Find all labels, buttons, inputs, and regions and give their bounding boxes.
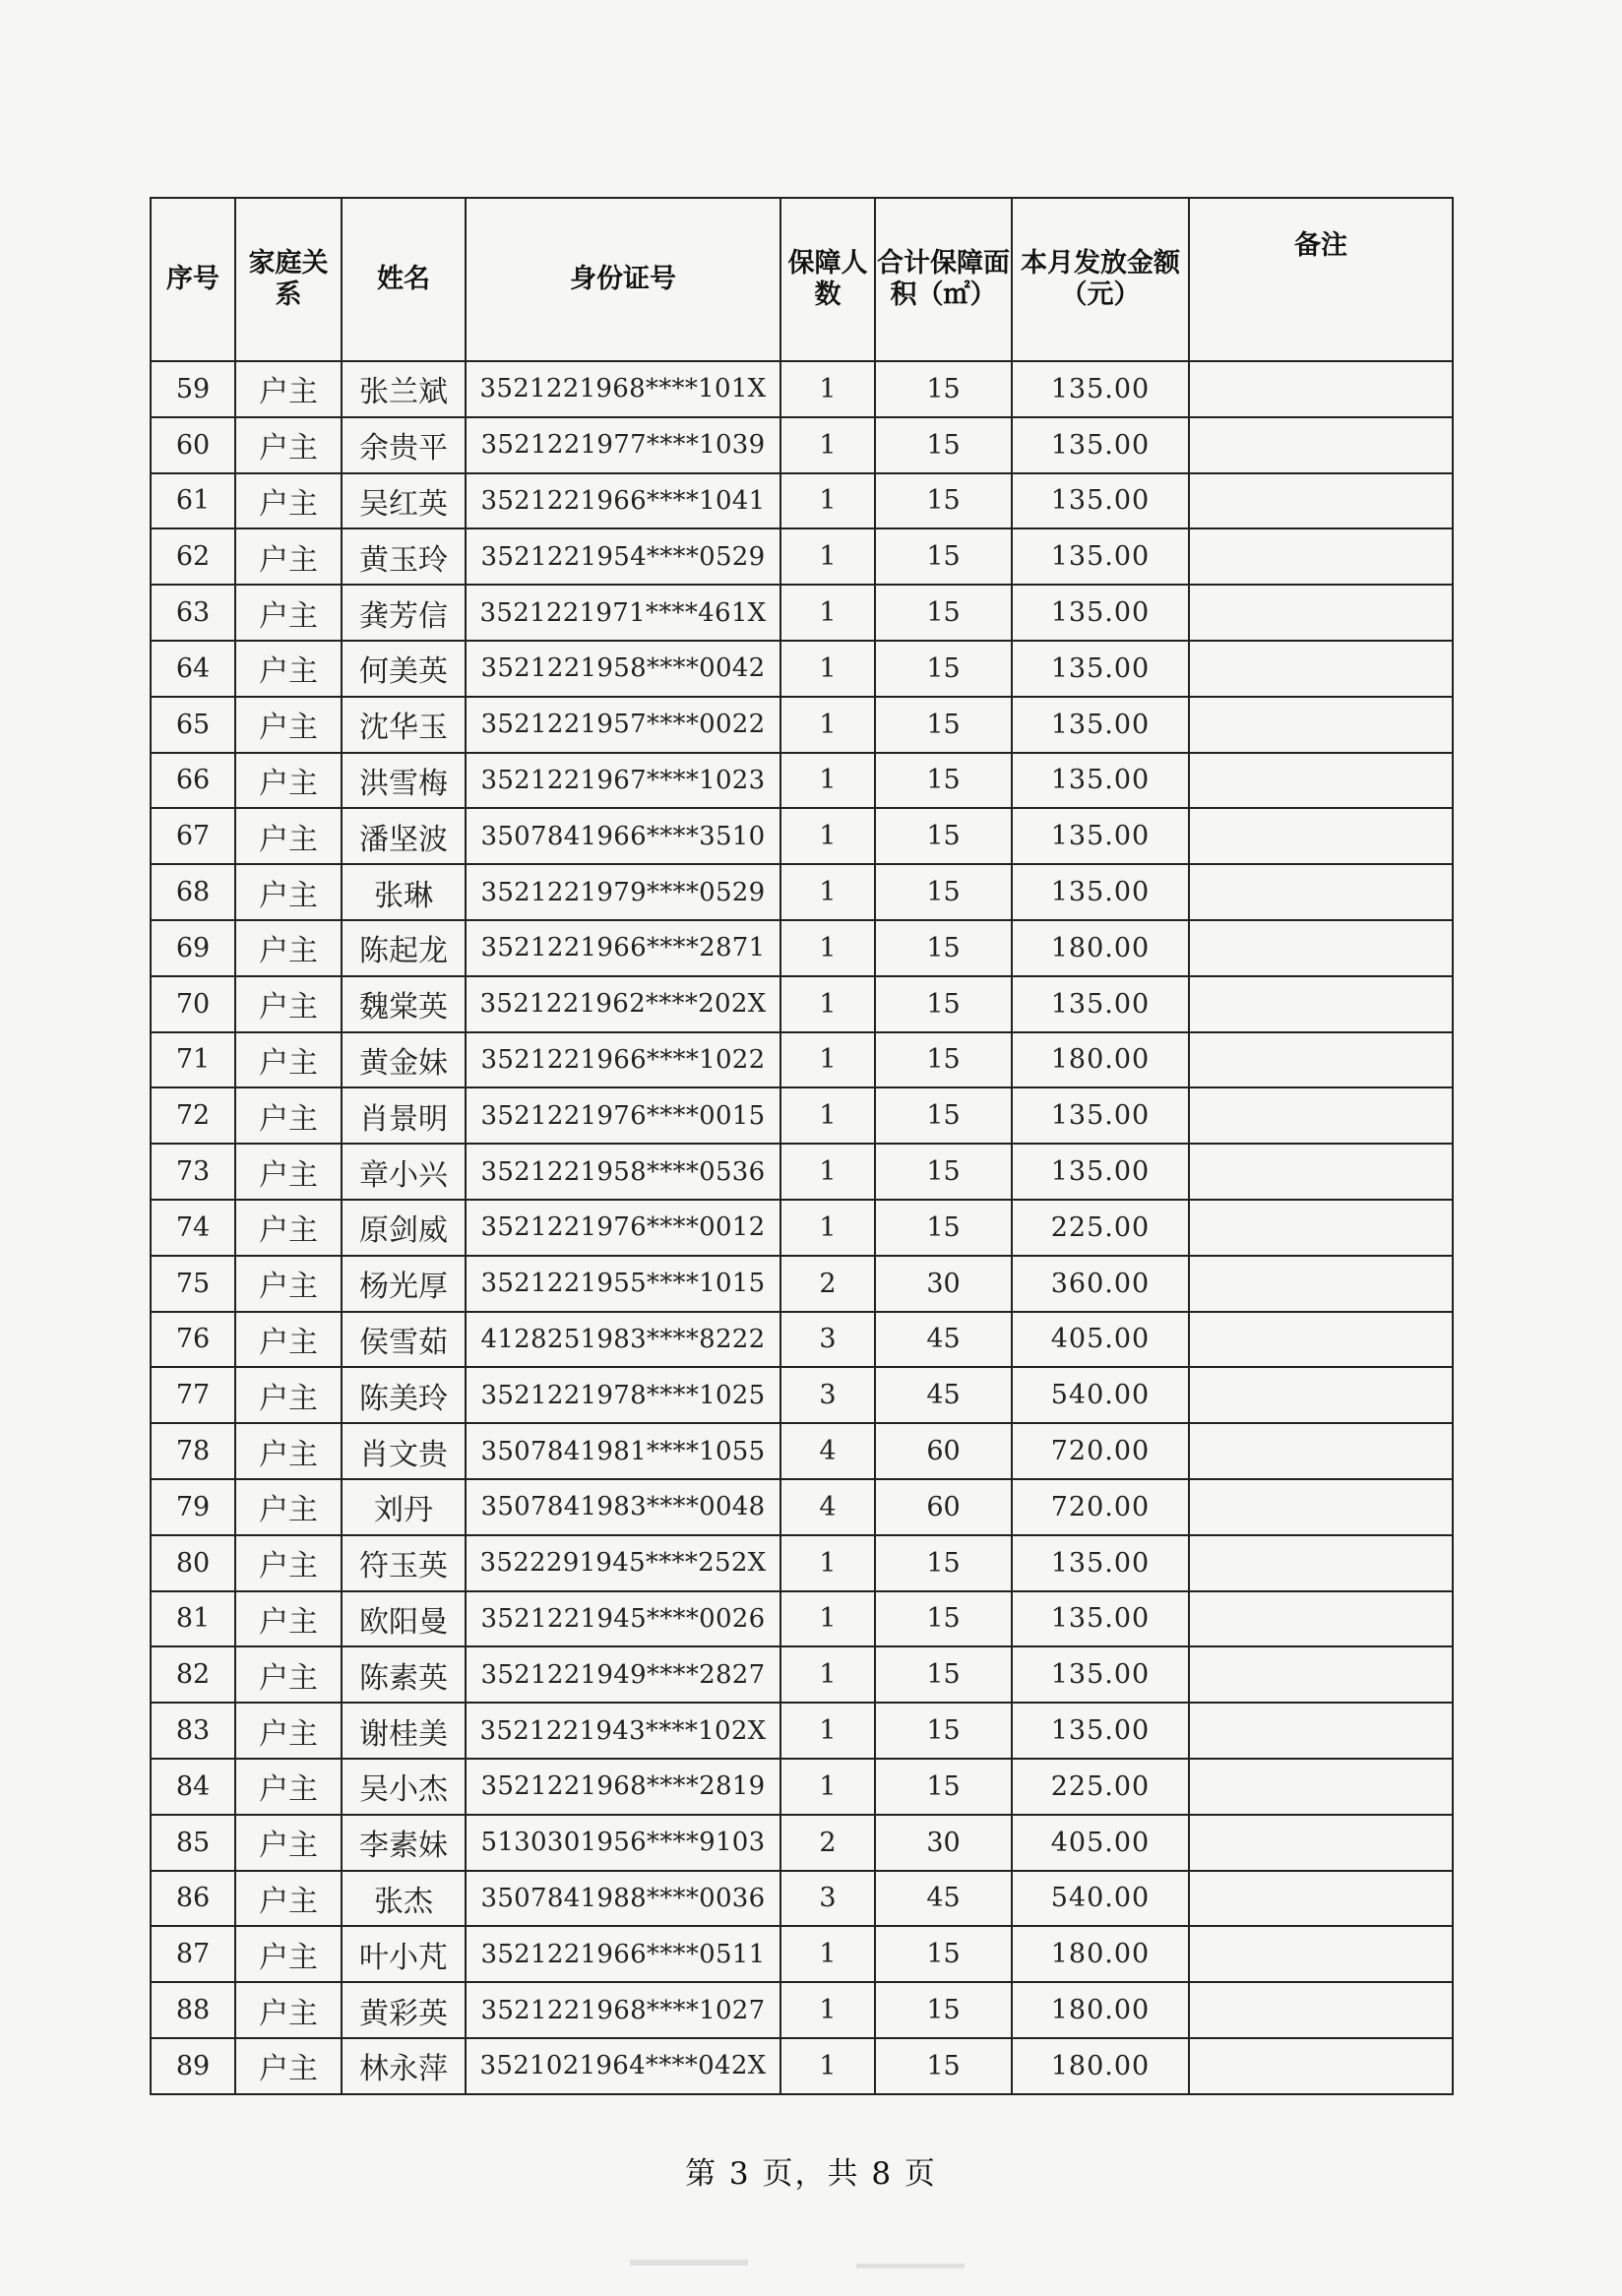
- table-body: [151, 361, 1453, 2094]
- cell-name: 潘坚波: [342, 808, 466, 864]
- header-persons: 保障人数: [780, 198, 875, 361]
- cell-seq: 82: [151, 1646, 235, 1703]
- table-row: [151, 1591, 1453, 1647]
- cell-seq: 76: [151, 1312, 235, 1368]
- cell-relation: 户主: [235, 976, 342, 1032]
- cell-area: 15: [875, 1087, 1012, 1144]
- cell-name: 陈起龙: [342, 920, 466, 976]
- cell-persons: 1: [780, 1087, 875, 1144]
- cell-id-number: 3521221966****2871: [466, 920, 780, 976]
- cell-id-number: 3521221976****0012: [466, 1200, 780, 1256]
- cell-remark: [1189, 1591, 1453, 1647]
- cell-area: 15: [875, 1144, 1012, 1200]
- cell-remark: [1189, 1087, 1453, 1144]
- cell-relation: 户主: [235, 697, 342, 753]
- table-header-row: [151, 198, 1453, 361]
- cell-id-number: 3521221955****1015: [466, 1256, 780, 1312]
- table-row: [151, 1815, 1453, 1871]
- header-seq: 序号: [151, 198, 235, 361]
- cell-seq: 65: [151, 697, 235, 753]
- cell-remark: [1189, 417, 1453, 473]
- table-row: [151, 1032, 1453, 1088]
- cell-name: 肖文贵: [342, 1423, 466, 1479]
- cell-relation: 户主: [235, 753, 342, 809]
- cell-name: 张兰斌: [342, 361, 466, 417]
- cell-relation: 户主: [235, 473, 342, 529]
- scan-artifact-top: [630, 2260, 748, 2265]
- cell-remark: [1189, 1367, 1453, 1423]
- cell-name: 吴小杰: [342, 1759, 466, 1815]
- subsidy-roster-table: [150, 197, 1454, 2095]
- cell-relation: 户主: [235, 1703, 342, 1759]
- cell-relation: 户主: [235, 864, 342, 920]
- cell-name: 洪雪梅: [342, 753, 466, 809]
- cell-relation: 户主: [235, 1646, 342, 1703]
- table-row: [151, 976, 1453, 1032]
- cell-name: 符玉英: [342, 1535, 466, 1591]
- cell-remark: [1189, 697, 1453, 753]
- cell-amount: 135.00: [1012, 1535, 1189, 1591]
- cell-area: 15: [875, 1926, 1012, 1982]
- page-number-text: 第 3 页，共 8 页: [685, 2156, 937, 2192]
- cell-area: 15: [875, 473, 1012, 529]
- cell-persons: 1: [780, 1144, 875, 1200]
- cell-area: 15: [875, 1646, 1012, 1703]
- cell-persons: 1: [780, 920, 875, 976]
- cell-amount: 135.00: [1012, 753, 1189, 809]
- table-row: [151, 1423, 1453, 1479]
- cell-seq: 72: [151, 1087, 235, 1144]
- cell-remark: [1189, 1926, 1453, 1982]
- cell-area: 15: [875, 697, 1012, 753]
- cell-remark: [1189, 1871, 1453, 1927]
- cell-amount: 720.00: [1012, 1423, 1189, 1479]
- cell-name: 何美英: [342, 641, 466, 697]
- cell-persons: 1: [780, 864, 875, 920]
- cell-relation: 户主: [235, 1312, 342, 1368]
- cell-amount: 180.00: [1012, 1982, 1189, 2038]
- cell-amount: 180.00: [1012, 2038, 1189, 2094]
- cell-id-number: 3521221957****0022: [466, 697, 780, 753]
- cell-remark: [1189, 1200, 1453, 1256]
- cell-amount: 225.00: [1012, 1200, 1189, 1256]
- cell-relation: 户主: [235, 1479, 342, 1535]
- cell-persons: 3: [780, 1871, 875, 1927]
- cell-name: 张琳: [342, 864, 466, 920]
- cell-area: 15: [875, 1591, 1012, 1647]
- cell-id-number: 3521221967****1023: [466, 753, 780, 809]
- cell-area: 15: [875, 1535, 1012, 1591]
- cell-id-number: 3521221943****102X: [466, 1703, 780, 1759]
- header-relation: 家庭关系: [235, 198, 342, 361]
- cell-seq: 84: [151, 1759, 235, 1815]
- cell-remark: [1189, 585, 1453, 641]
- cell-seq: 79: [151, 1479, 235, 1535]
- cell-persons: 1: [780, 1646, 875, 1703]
- cell-amount: 180.00: [1012, 1926, 1189, 1982]
- table-row: [151, 1759, 1453, 1815]
- table-row: [151, 1479, 1453, 1535]
- cell-relation: 户主: [235, 1982, 342, 2038]
- cell-area: 15: [875, 753, 1012, 809]
- table-row: [151, 753, 1453, 809]
- cell-name: 黄玉玲: [342, 528, 466, 585]
- cell-relation: 户主: [235, 920, 342, 976]
- cell-name: 余贵平: [342, 417, 466, 473]
- cell-id-number: 3521221968****101X: [466, 361, 780, 417]
- cell-id-number: 3507841966****3510: [466, 808, 780, 864]
- cell-amount: 135.00: [1012, 528, 1189, 585]
- cell-persons: 1: [780, 361, 875, 417]
- cell-seq: 74: [151, 1200, 235, 1256]
- cell-relation: 户主: [235, 528, 342, 585]
- cell-name: 章小兴: [342, 1144, 466, 1200]
- cell-amount: 405.00: [1012, 1312, 1189, 1368]
- table-row: [151, 641, 1453, 697]
- cell-id-number: 3507841988****0036: [466, 1871, 780, 1927]
- cell-remark: [1189, 753, 1453, 809]
- cell-persons: 2: [780, 1815, 875, 1871]
- cell-seq: 73: [151, 1144, 235, 1200]
- cell-relation: 户主: [235, 585, 342, 641]
- cell-persons: 1: [780, 1926, 875, 1982]
- cell-name: 魏棠英: [342, 976, 466, 1032]
- cell-remark: [1189, 641, 1453, 697]
- cell-remark: [1189, 2038, 1453, 2094]
- cell-remark: [1189, 473, 1453, 529]
- cell-id-number: 3521221958****0536: [466, 1144, 780, 1200]
- cell-name: 李素妹: [342, 1815, 466, 1871]
- cell-name: 刘丹: [342, 1479, 466, 1535]
- cell-area: 15: [875, 864, 1012, 920]
- cell-id-number: 3521221966****1022: [466, 1032, 780, 1088]
- cell-id-number: 3521221978****1025: [466, 1367, 780, 1423]
- cell-area: 60: [875, 1479, 1012, 1535]
- cell-remark: [1189, 976, 1453, 1032]
- cell-name: 陈美玲: [342, 1367, 466, 1423]
- cell-persons: 1: [780, 1703, 875, 1759]
- table-row: [151, 417, 1453, 473]
- table-row: [151, 1087, 1453, 1144]
- cell-relation: 户主: [235, 1144, 342, 1200]
- cell-area: 45: [875, 1367, 1012, 1423]
- header-amount: 本月发放金额（元）: [1012, 198, 1189, 361]
- cell-amount: 225.00: [1012, 1759, 1189, 1815]
- cell-amount: 360.00: [1012, 1256, 1189, 1312]
- cell-persons: 1: [780, 528, 875, 585]
- cell-relation: 户主: [235, 361, 342, 417]
- cell-id-number: 4128251983****8222: [466, 1312, 780, 1368]
- cell-relation: 户主: [235, 1423, 342, 1479]
- cell-amount: 540.00: [1012, 1871, 1189, 1927]
- cell-seq: 67: [151, 808, 235, 864]
- cell-area: 15: [875, 1759, 1012, 1815]
- cell-area: 60: [875, 1423, 1012, 1479]
- cell-area: 15: [875, 976, 1012, 1032]
- table-row: [151, 1982, 1453, 2038]
- cell-name: 杨光厚: [342, 1256, 466, 1312]
- cell-amount: 135.00: [1012, 1646, 1189, 1703]
- cell-name: 侯雪茹: [342, 1312, 466, 1368]
- cell-amount: 135.00: [1012, 864, 1189, 920]
- cell-name: 陈素英: [342, 1646, 466, 1703]
- cell-remark: [1189, 1312, 1453, 1368]
- cell-id-number: 3521221968****1027: [466, 1982, 780, 2038]
- table-row: [151, 473, 1453, 529]
- cell-seq: 61: [151, 473, 235, 529]
- cell-id-number: 3521221976****0015: [466, 1087, 780, 1144]
- cell-name: 沈华玉: [342, 697, 466, 753]
- table-row: [151, 1871, 1453, 1927]
- table-row: [151, 1312, 1453, 1368]
- cell-name: 吴红英: [342, 473, 466, 529]
- table-row: [151, 697, 1453, 753]
- cell-amount: 135.00: [1012, 473, 1189, 529]
- cell-id-number: 3521221962****202X: [466, 976, 780, 1032]
- cell-seq: 68: [151, 864, 235, 920]
- cell-seq: 62: [151, 528, 235, 585]
- cell-persons: 4: [780, 1479, 875, 1535]
- cell-persons: 1: [780, 473, 875, 529]
- table-row: [151, 2038, 1453, 2094]
- cell-seq: 60: [151, 417, 235, 473]
- cell-remark: [1189, 1032, 1453, 1088]
- cell-persons: 1: [780, 697, 875, 753]
- cell-area: 15: [875, 1703, 1012, 1759]
- table-row: [151, 864, 1453, 920]
- cell-remark: [1189, 1759, 1453, 1815]
- cell-seq: 75: [151, 1256, 235, 1312]
- cell-relation: 户主: [235, 641, 342, 697]
- cell-relation: 户主: [235, 1256, 342, 1312]
- cell-seq: 70: [151, 976, 235, 1032]
- cell-seq: 66: [151, 753, 235, 809]
- cell-seq: 88: [151, 1982, 235, 2038]
- scan-artifact-bottom: [856, 2264, 965, 2268]
- cell-amount: 180.00: [1012, 1032, 1189, 1088]
- cell-area: 15: [875, 528, 1012, 585]
- cell-amount: 135.00: [1012, 808, 1189, 864]
- table-row: [151, 1200, 1453, 1256]
- cell-persons: 1: [780, 808, 875, 864]
- cell-seq: 63: [151, 585, 235, 641]
- cell-remark: [1189, 864, 1453, 920]
- cell-persons: 1: [780, 753, 875, 809]
- cell-id-number: 3521221966****1041: [466, 473, 780, 529]
- cell-relation: 户主: [235, 1200, 342, 1256]
- cell-persons: 1: [780, 1982, 875, 2038]
- cell-amount: 135.00: [1012, 1144, 1189, 1200]
- header-area: 合计保障面积（㎡）: [875, 198, 1012, 361]
- cell-remark: [1189, 1646, 1453, 1703]
- cell-seq: 89: [151, 2038, 235, 2094]
- header-id-number: 身份证号: [466, 198, 780, 361]
- cell-persons: 1: [780, 1591, 875, 1647]
- header-remarks: 备注: [1189, 198, 1453, 361]
- cell-area: 15: [875, 1032, 1012, 1088]
- cell-seq: 59: [151, 361, 235, 417]
- cell-persons: 3: [780, 1367, 875, 1423]
- table-row: [151, 808, 1453, 864]
- cell-id-number: 3507841981****1055: [466, 1423, 780, 1479]
- cell-seq: 69: [151, 920, 235, 976]
- cell-name: 谢桂美: [342, 1703, 466, 1759]
- cell-area: 45: [875, 1312, 1012, 1368]
- cell-relation: 户主: [235, 417, 342, 473]
- cell-remark: [1189, 528, 1453, 585]
- cell-persons: 1: [780, 1535, 875, 1591]
- cell-seq: 78: [151, 1423, 235, 1479]
- cell-id-number: 3521021964****042X: [466, 2038, 780, 2094]
- cell-persons: 1: [780, 417, 875, 473]
- cell-name: 黄金妹: [342, 1032, 466, 1088]
- cell-id-number: 3521221971****461X: [466, 585, 780, 641]
- table-row: [151, 1256, 1453, 1312]
- cell-remark: [1189, 1479, 1453, 1535]
- cell-seq: 86: [151, 1871, 235, 1927]
- cell-persons: 1: [780, 641, 875, 697]
- cell-seq: 77: [151, 1367, 235, 1423]
- cell-area: 15: [875, 361, 1012, 417]
- cell-persons: 1: [780, 1032, 875, 1088]
- cell-relation: 户主: [235, 808, 342, 864]
- cell-id-number: 3521221977****1039: [466, 417, 780, 473]
- cell-name: 黄彩英: [342, 1982, 466, 2038]
- table-row: [151, 1703, 1453, 1759]
- cell-relation: 户主: [235, 1535, 342, 1591]
- cell-relation: 户主: [235, 1759, 342, 1815]
- table-row: [151, 1144, 1453, 1200]
- cell-seq: 80: [151, 1535, 235, 1591]
- cell-amount: 135.00: [1012, 641, 1189, 697]
- cell-remark: [1189, 920, 1453, 976]
- cell-persons: 2: [780, 1256, 875, 1312]
- cell-area: 30: [875, 1815, 1012, 1871]
- header-name: 姓名: [342, 198, 466, 361]
- cell-remark: [1189, 1423, 1453, 1479]
- cell-amount: 720.00: [1012, 1479, 1189, 1535]
- table-row: [151, 585, 1453, 641]
- cell-amount: 405.00: [1012, 1815, 1189, 1871]
- cell-remark: [1189, 1982, 1453, 2038]
- cell-amount: 135.00: [1012, 1703, 1189, 1759]
- cell-amount: 135.00: [1012, 1087, 1189, 1144]
- cell-id-number: 3521221968****2819: [466, 1759, 780, 1815]
- cell-area: 15: [875, 1200, 1012, 1256]
- cell-name: 欧阳曼: [342, 1591, 466, 1647]
- cell-persons: 1: [780, 2038, 875, 2094]
- cell-area: 15: [875, 920, 1012, 976]
- cell-amount: 135.00: [1012, 697, 1189, 753]
- cell-id-number: 3521221966****0511: [466, 1926, 780, 1982]
- cell-id-number: 3521221958****0042: [466, 641, 780, 697]
- cell-seq: 85: [151, 1815, 235, 1871]
- cell-name: 肖景明: [342, 1087, 466, 1144]
- cell-id-number: 5130301956****9103: [466, 1815, 780, 1871]
- cell-remark: [1189, 808, 1453, 864]
- cell-remark: [1189, 1256, 1453, 1312]
- cell-area: 15: [875, 1982, 1012, 2038]
- page-footer: [0, 2148, 1622, 2193]
- cell-relation: 户主: [235, 1926, 342, 1982]
- table-row: [151, 920, 1453, 976]
- cell-relation: 户主: [235, 1367, 342, 1423]
- cell-remark: [1189, 1144, 1453, 1200]
- cell-id-number: 3521221945****0026: [466, 1591, 780, 1647]
- cell-name: 林永萍: [342, 2038, 466, 2094]
- cell-amount: 135.00: [1012, 417, 1189, 473]
- cell-seq: 83: [151, 1703, 235, 1759]
- cell-name: 张杰: [342, 1871, 466, 1927]
- cell-persons: 4: [780, 1423, 875, 1479]
- cell-name: 叶小芃: [342, 1926, 466, 1982]
- cell-relation: 户主: [235, 1815, 342, 1871]
- table-row: [151, 1535, 1453, 1591]
- cell-id-number: 3522291945****252X: [466, 1535, 780, 1591]
- cell-seq: 81: [151, 1591, 235, 1647]
- cell-remark: [1189, 1815, 1453, 1871]
- cell-amount: 135.00: [1012, 1591, 1189, 1647]
- cell-name: 龚芳信: [342, 585, 466, 641]
- cell-id-number: 3521221949****2827: [466, 1646, 780, 1703]
- cell-area: 15: [875, 641, 1012, 697]
- cell-persons: 1: [780, 976, 875, 1032]
- cell-id-number: 3521221954****0529: [466, 528, 780, 585]
- cell-area: 15: [875, 585, 1012, 641]
- cell-relation: 户主: [235, 1032, 342, 1088]
- table-row: [151, 1646, 1453, 1703]
- cell-amount: 135.00: [1012, 361, 1189, 417]
- cell-persons: 1: [780, 1200, 875, 1256]
- table-row: [151, 1926, 1453, 1982]
- cell-amount: 180.00: [1012, 920, 1189, 976]
- cell-remark: [1189, 1535, 1453, 1591]
- cell-persons: 1: [780, 1759, 875, 1815]
- cell-area: 15: [875, 2038, 1012, 2094]
- cell-amount: 135.00: [1012, 585, 1189, 641]
- cell-seq: 87: [151, 1926, 235, 1982]
- cell-relation: 户主: [235, 2038, 342, 2094]
- cell-persons: 3: [780, 1312, 875, 1368]
- table-row: [151, 528, 1453, 585]
- cell-amount: 135.00: [1012, 976, 1189, 1032]
- cell-name: 原剑威: [342, 1200, 466, 1256]
- cell-area: 15: [875, 417, 1012, 473]
- cell-id-number: 3521221979****0529: [466, 864, 780, 920]
- cell-area: 15: [875, 808, 1012, 864]
- cell-relation: 户主: [235, 1087, 342, 1144]
- cell-amount: 540.00: [1012, 1367, 1189, 1423]
- cell-remark: [1189, 1703, 1453, 1759]
- cell-seq: 64: [151, 641, 235, 697]
- table-row: [151, 1367, 1453, 1423]
- cell-seq: 71: [151, 1032, 235, 1088]
- table-row: [151, 361, 1453, 417]
- cell-area: 45: [875, 1871, 1012, 1927]
- cell-area: 30: [875, 1256, 1012, 1312]
- cell-persons: 1: [780, 585, 875, 641]
- cell-relation: 户主: [235, 1591, 342, 1647]
- cell-id-number: 3507841983****0048: [466, 1479, 780, 1535]
- cell-relation: 户主: [235, 1871, 342, 1927]
- cell-remark: [1189, 361, 1453, 417]
